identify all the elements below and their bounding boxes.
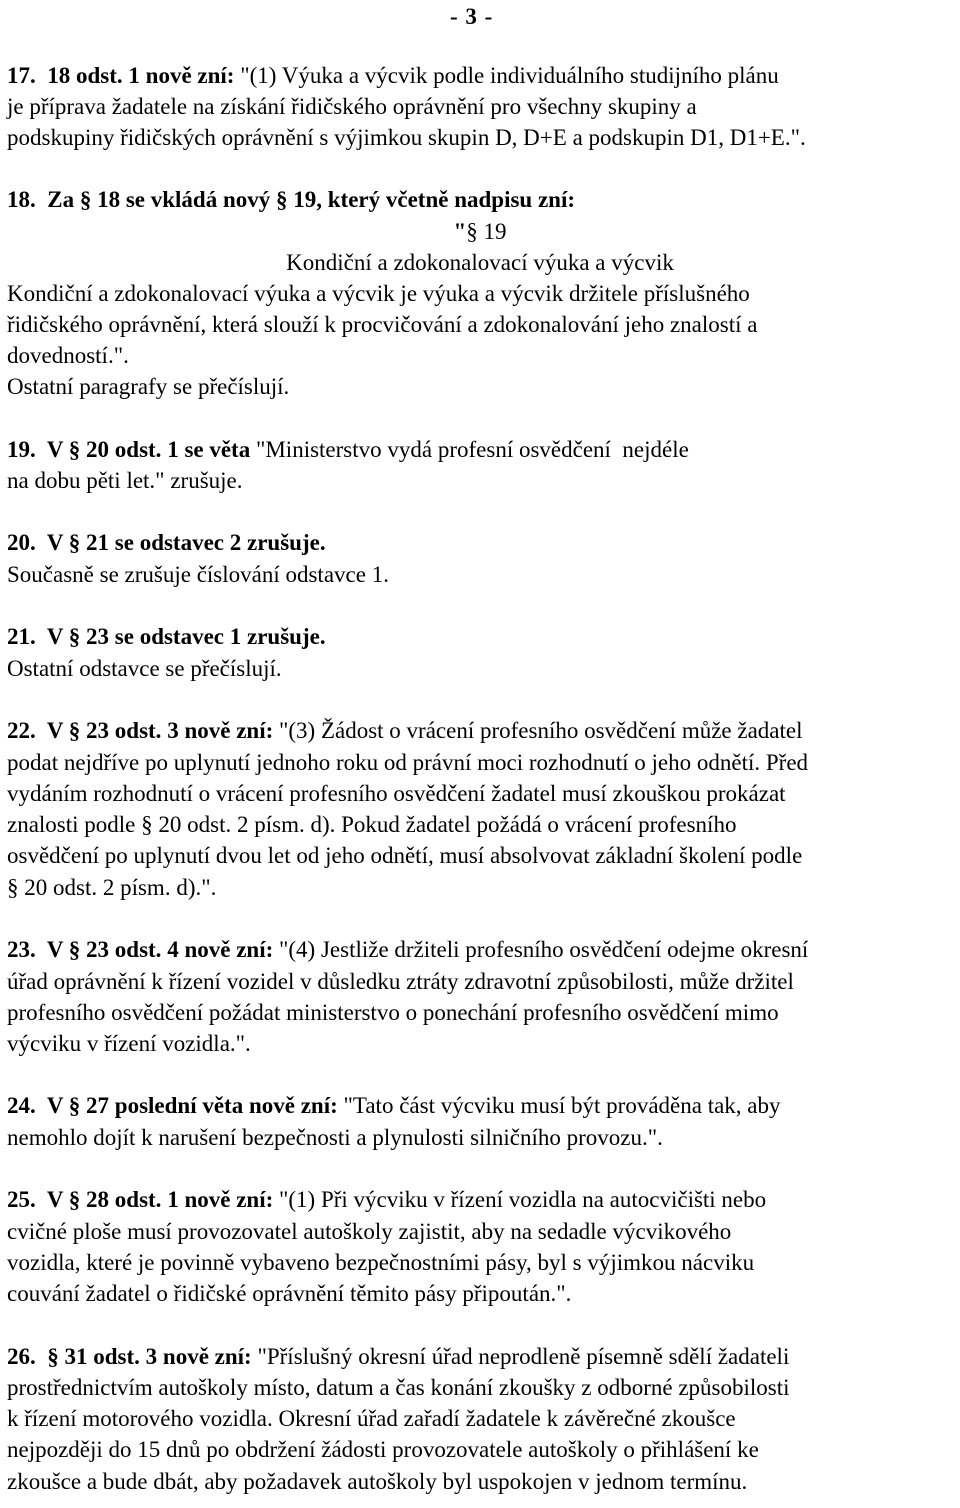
text-run: "(4) Jestliže držiteli profesního osvědčení odejme okresní bbox=[273, 937, 809, 962]
text-run: znalosti podle § 20 odst. 2 písm. d). Pokud žadatel požádá o vrácení profesního bbox=[7, 812, 737, 837]
text-line bbox=[7, 529, 326, 556]
text-line bbox=[7, 249, 953, 276]
text-line bbox=[7, 1468, 747, 1495]
text-line bbox=[7, 1030, 251, 1057]
text-line bbox=[7, 1405, 736, 1432]
text-line bbox=[7, 999, 779, 1026]
text-line bbox=[7, 436, 689, 463]
text-run: výcviku v řízení vozidla.". bbox=[7, 1031, 251, 1056]
text-run: Ostatní paragrafy se přečíslují. bbox=[7, 374, 290, 399]
text-run: "Příslušný okresní úřad neprodleně písemně sdělí žadateli bbox=[251, 1344, 790, 1369]
text-line bbox=[7, 936, 808, 963]
text-line bbox=[7, 1092, 781, 1119]
text-run: nemohlo dojít k narušení bezpečnosti a plynulosti silničního provozu.". bbox=[7, 1125, 663, 1150]
bold-text: 22. V § 23 odst. bbox=[7, 718, 162, 743]
text-run: cvičné ploše musí provozovatel autoškoly zajistit, aby na sedadle výcvikového bbox=[7, 1219, 732, 1244]
text-run: "(1) Při výcviku v řízení vozidla na autocvičišti nebo bbox=[273, 1187, 767, 1212]
text-line bbox=[7, 1186, 766, 1213]
bold-text: 26. § 31 odst. bbox=[7, 1344, 140, 1369]
text-run: § 20 odst. 2 písm. d).". bbox=[7, 875, 217, 900]
text-run: nejpozději do 15 dnů po obdržení žádosti provozovatele autoškoly o přihlášení ke bbox=[7, 1437, 759, 1462]
bold-text: 21. V § 23 se odstavec 1 zrušuje. bbox=[7, 624, 326, 649]
text-run: Kondiční a zdokonalovací výuka a výcvik je výuka a výcvik držitele příslušného bbox=[7, 281, 750, 306]
text-run: Kondiční a zdokonalovací výuka a výcvik bbox=[286, 250, 674, 275]
text-line bbox=[7, 373, 289, 400]
page-number: - 3 - bbox=[450, 4, 494, 29]
text-run: je příprava žadatele na získání řidičského oprávnění pro všechny skupiny a bbox=[7, 94, 697, 119]
bold-text: 20. V § 21 se odstavec 2 zrušuje. bbox=[7, 530, 326, 555]
text-line bbox=[7, 1280, 571, 1307]
text-line bbox=[7, 62, 779, 89]
text-run: "Tato část výcviku musí být prováděna tak, aby bbox=[337, 1093, 781, 1118]
text-line bbox=[7, 280, 750, 307]
text-line bbox=[7, 1436, 759, 1463]
bold-text: 3 nově zní: bbox=[167, 718, 274, 743]
text-line bbox=[7, 1374, 790, 1401]
bold-text: 23. V § 23 odst. bbox=[7, 937, 162, 962]
text-run: řidičského oprávnění, která slouží k procvičování a zdokonalování jeho znalostí a bbox=[7, 312, 758, 337]
bold-text: 18. Za § 18 se vkládá nový § 19, který včetně nadpisu zní: bbox=[7, 187, 576, 212]
text-run: § 19 bbox=[466, 219, 507, 244]
text-line bbox=[7, 655, 282, 682]
bold-text: 17. 18 odst. bbox=[7, 63, 123, 88]
text-line bbox=[7, 623, 326, 650]
text-line bbox=[7, 811, 736, 838]
bold-text: " bbox=[453, 219, 467, 244]
text-run: "(3) Žádost o vrácení profesního osvědčení může žadatel bbox=[273, 718, 803, 743]
text-run: vydáním rozhodnutí o vrácení profesního osvědčení žadatel musí zkouškou prokázat bbox=[7, 781, 786, 806]
text-run: vozidla, které je povinně vybaveno bezpečnostními pásy, byl s výjimkou nácviku bbox=[7, 1250, 755, 1275]
bold-text: 3 nově zní: bbox=[145, 1344, 252, 1369]
text-run: k řízení motorového vozidla. Okresní úřad zařadí žadatele k závěrečné zkoušce bbox=[7, 1406, 736, 1431]
text-run: profesního osvědčení požádat ministerstvo o ponechání profesního osvědčení mimo bbox=[7, 1000, 779, 1025]
text-line bbox=[7, 93, 697, 120]
text-line bbox=[7, 218, 953, 245]
text-line bbox=[7, 717, 803, 744]
text-line bbox=[7, 186, 575, 213]
text-line bbox=[7, 311, 757, 338]
text-run: dovedností.". bbox=[7, 343, 129, 368]
text-run: Ostatní odstavce se přečíslují. bbox=[7, 656, 282, 681]
text-line bbox=[7, 467, 243, 494]
text-run: úřad oprávnění k řízení vozidel v důsledku ztráty zdravotní způsobilosti, může držitel bbox=[7, 969, 794, 994]
text-run: "(1) Výuka a výcvik podle individuálního studijního plánu bbox=[234, 63, 779, 88]
text-line bbox=[7, 342, 129, 369]
text-run: couvání žadatel o řidičské oprávnění těmito pásy připoután.". bbox=[7, 1281, 572, 1306]
bold-text: 19. V § 20 odst. bbox=[7, 437, 162, 462]
text-line bbox=[7, 780, 786, 807]
text-run: Současně se zrušuje číslování odstavce 1. bbox=[7, 562, 389, 587]
text-line bbox=[7, 749, 808, 776]
text-run: podskupiny řidičských oprávnění s výjimkou skupin D, D+E a podskupin D1, D1+E.". bbox=[7, 125, 806, 150]
text-line bbox=[7, 561, 389, 588]
text-run: zkoušce a bude dbát, aby požadavek autoškoly byl uspokojen v jednom termínu. bbox=[7, 1469, 748, 1494]
text-run: na dobu pěti let." zrušuje. bbox=[7, 468, 243, 493]
text-line bbox=[7, 874, 216, 901]
text-run: prostřednictvím autoškoly místo, datum a čas konání zkoušky z odborné způsobilosti bbox=[7, 1375, 790, 1400]
bold-text: 4 nově zní: bbox=[167, 937, 274, 962]
text-run: osvědčení po uplynutí dvou let od jeho odnětí, musí absolvovat základní školení podle bbox=[7, 843, 803, 868]
text-line bbox=[7, 1124, 663, 1151]
bold-text: 1 nově zní: bbox=[128, 63, 235, 88]
text-run: podat nejdříve po uplynutí jednoho roku od právní moci rozhodnutí o jeho odnětí. Před bbox=[7, 750, 809, 775]
text-run: "Ministerstvo vydá profesní osvědčení nejdéle bbox=[250, 437, 689, 462]
text-line bbox=[7, 842, 802, 869]
text-line bbox=[7, 968, 794, 995]
bold-text: 25. V § 28 odst. bbox=[7, 1187, 162, 1212]
bold-text: 24. V § 27 poslední věta nově zní: bbox=[7, 1093, 338, 1118]
text-line bbox=[7, 1218, 731, 1245]
text-line bbox=[7, 1343, 789, 1370]
bold-text: 1 nově zní: bbox=[167, 1187, 274, 1212]
bold-text: 1 se věta bbox=[167, 437, 251, 462]
text-line bbox=[7, 124, 806, 151]
text-line bbox=[7, 1249, 754, 1276]
